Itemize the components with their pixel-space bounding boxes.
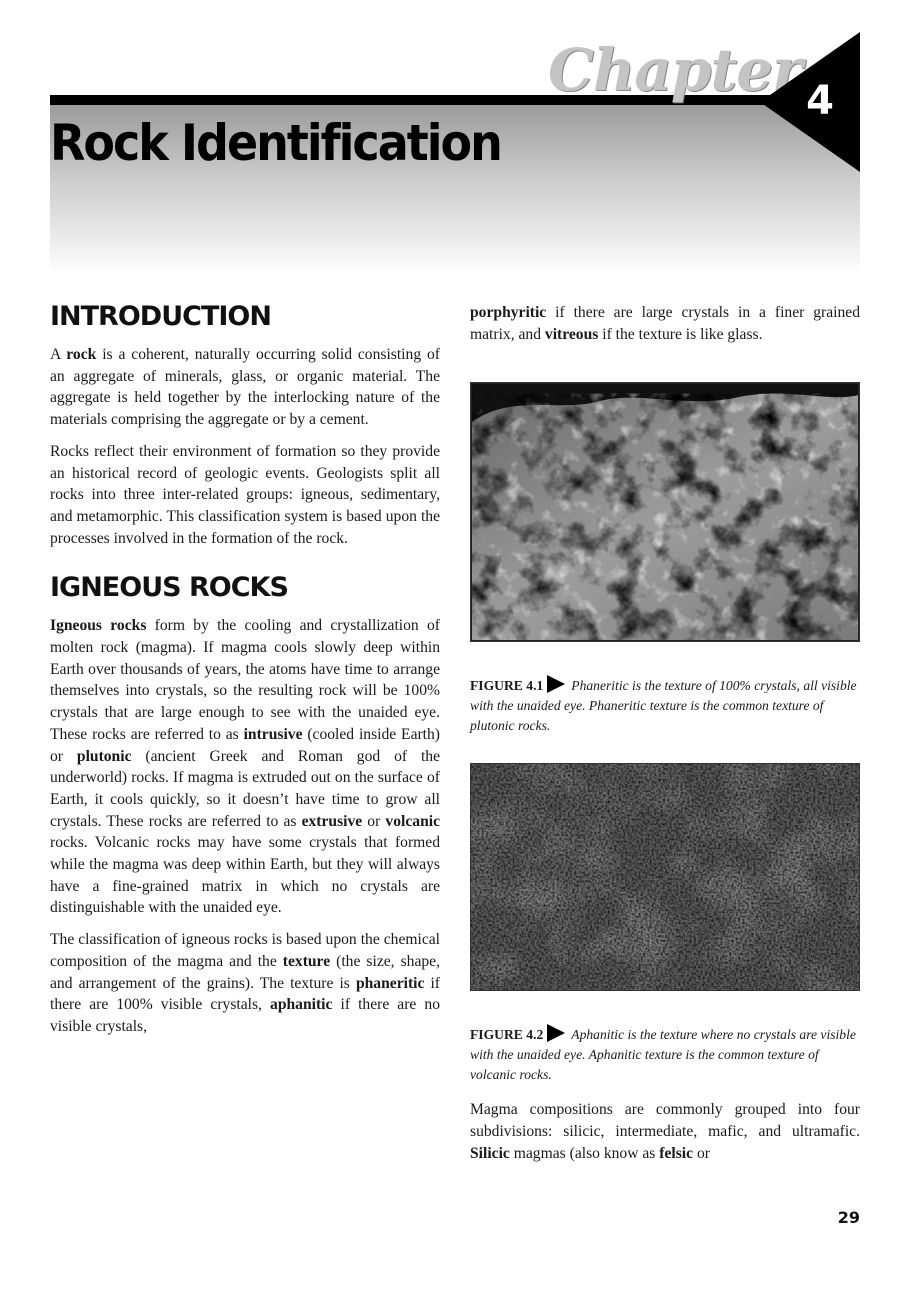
intro-paragraph-2: Rocks reflect their environment of formation so they provide an historical record of geologic events. Geologists split all rocks into three inter-related groups: igneous, sedimentary, and metamorphic. This classification system is based upon the processes involved in the formation of the rock. (50, 442, 440, 547)
right-column (470, 302, 860, 1175)
aphanitic-rock-photo (470, 763, 860, 991)
figure-4-1-text: Phaneritic is the texture of 100% crystals, all visible with the unaided eye. Phaneritic texture is the common texture of plutonic rocks. (470, 678, 857, 734)
intro-heading: INTRODUCTION (50, 301, 271, 332)
texture-paragraph-continued: porphyritic if there are large crystals in a finer grained matrix, and vitreous if the texture is like glass. (470, 304, 860, 343)
figure-4-2-caption (470, 1024, 860, 1085)
intro-paragraph-1: A rock is a coherent, naturally occurring solid consisting of an aggregate of minerals, glass, or organic material. The aggregate is held together by the interlocking nature of the materials comprising the aggregate or by a cement. (50, 346, 440, 429)
phaneritic-rock-photo (470, 382, 860, 642)
igneous-paragraph-1: Igneous rocks form by the cooling and crystallization of molten rock (magma). If magma cools slowly deep within Earth over thousands of years, the atoms have time to arrange themselves into crystals, so the resulting rock will be 100% crystals that are large enough to see with the unaided eye. These rocks are referred to as intrusive (cooled inside Earth) or plutonic (ancient Greek and Roman god of the underworld) rocks. If magma is extruded out on the surface of Earth, it cools quickly, so it doesn’t have time to grow all crystals. These rocks are referred to as extrusive or volcanic rocks. Volcanic rocks may have some crystals that formed while the magma was deep within Earth, but they will always have a fine-grained matrix in which no crystals are distinguishable with the unaided eye. (50, 617, 441, 917)
figure-4-2-label: FIGURE 4.2 (470, 1027, 544, 1043)
caption-arrow-icon (547, 675, 565, 693)
page-number: 29 (837, 1208, 860, 1227)
left-column (50, 300, 440, 1048)
page-title: Rock Identification (50, 113, 501, 172)
figure-4-2-text: Aphanitic is the texture where no crystals are visible with the unaided eye. Aphanitic texture is the common texture of volcanic rocks. (470, 1027, 856, 1083)
igneous-paragraph-2: The classification of igneous rocks is based upon the chemical composition of the magma and the texture (the size, shape, and arrangement of the grains). The texture is phaneritic if there are 100% visible crystals, aphanitic if there are no visible crystals, (50, 931, 441, 1035)
caption-arrow-icon (547, 1024, 565, 1042)
figure-4-1-label: FIGURE 4.1 (470, 678, 544, 694)
igneous-heading: IGNEOUS ROCKS (50, 572, 288, 604)
figure-4-1-caption (470, 675, 860, 736)
chapter-number: 4 (806, 78, 834, 124)
magma-compositions-paragraph: Magma compositions are commonly grouped into four subdivisions: silicic, intermediate, mafic, and ultramafic. Silicic magmas (also know as felsic or (470, 1101, 860, 1162)
chapter-word: Chapter (548, 36, 802, 104)
